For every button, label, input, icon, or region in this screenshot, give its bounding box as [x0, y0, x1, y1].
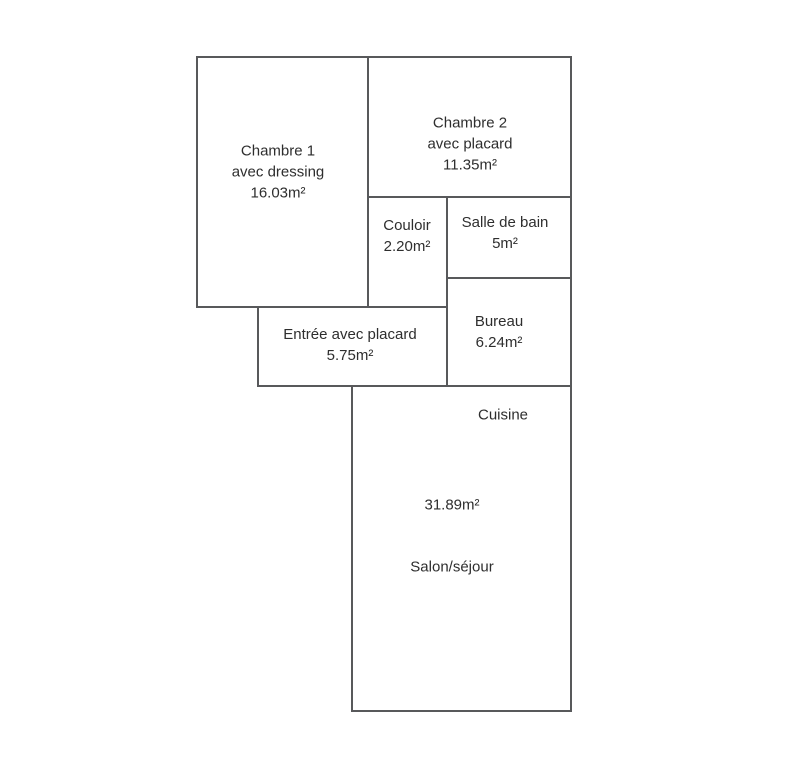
- wall-left-exterior: [196, 56, 198, 308]
- room-area: 16.03m²: [250, 184, 306, 202]
- wall-right-exterior: [570, 56, 572, 712]
- room-detail: avec dressing: [231, 163, 325, 181]
- room-name: Chambre 1: [240, 142, 316, 160]
- room-name: Cuisine: [477, 406, 529, 424]
- wall-chambre2-bottom: [367, 196, 572, 198]
- wall-salledebain-bottom: [446, 277, 572, 279]
- room-name: Chambre 2: [432, 114, 508, 132]
- room-label-couloir: [383, 215, 431, 257]
- room-label-entree: [283, 324, 416, 366]
- wall-entree-bureau-bottom: [257, 385, 572, 387]
- wall-chambre1-chambre2: [367, 56, 369, 308]
- wall-salon-left: [351, 385, 353, 712]
- room-label-bureau: [475, 311, 523, 353]
- room-name: Bureau: [474, 313, 524, 330]
- room-area: 5m²: [492, 235, 518, 252]
- wall-top-exterior: [196, 56, 572, 58]
- room-label-cuisine: [478, 405, 528, 426]
- room-label-salon-area: [424, 495, 479, 516]
- room-label-salon-sejour: [410, 557, 493, 578]
- room-label-chambre-1: [232, 141, 325, 204]
- room-name: Salle de bain: [461, 214, 549, 231]
- room-area: 11.35m²: [443, 156, 497, 174]
- room-label-chambre-2: [427, 113, 512, 176]
- room-detail: avec placard: [427, 135, 513, 153]
- wall-couloir-right: [446, 196, 448, 387]
- room-label-salle-de-bain: [462, 212, 549, 254]
- room-area: 6.24m²: [475, 334, 523, 351]
- room-area: 31.89m²: [424, 496, 480, 514]
- room-name: Couloir: [383, 217, 431, 234]
- wall-entree-left: [257, 306, 259, 387]
- room-area: 5.75m²: [326, 347, 374, 364]
- room-area: 2.20m²: [383, 238, 431, 255]
- wall-salon-bottom: [351, 710, 572, 712]
- room-name: Entrée avec placard: [283, 326, 417, 343]
- wall-chambre1-bottom: [196, 306, 448, 308]
- room-name: Salon/séjour: [410, 558, 494, 576]
